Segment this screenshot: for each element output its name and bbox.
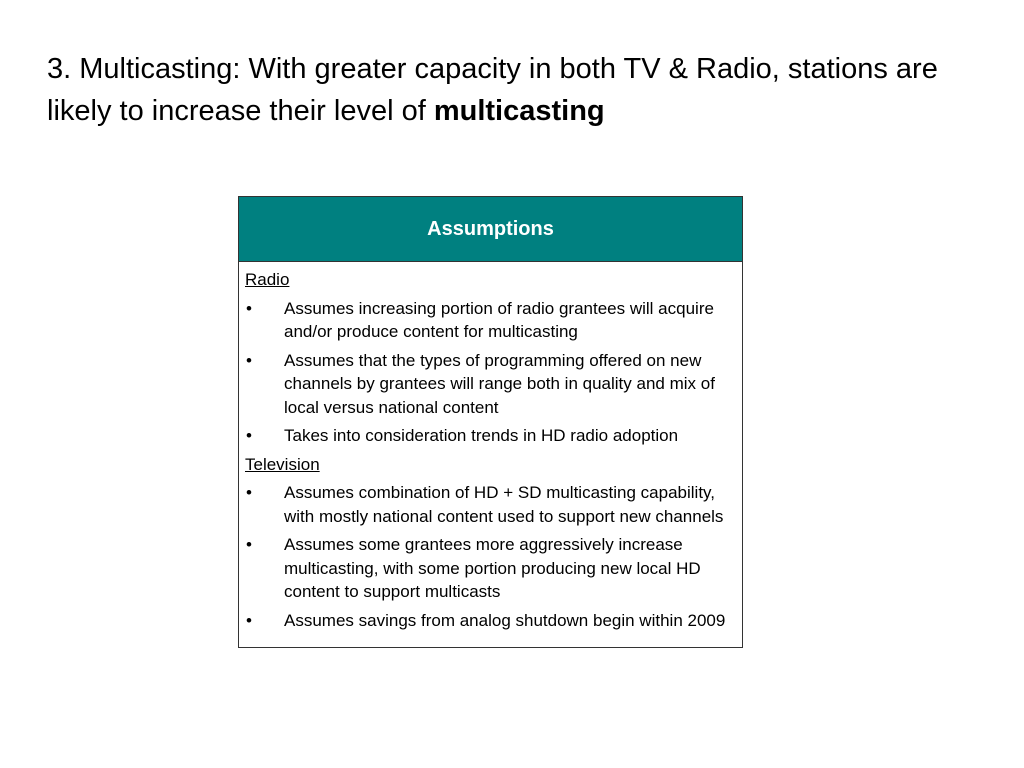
bullet-text: Assumes increasing portion of radio grantees will acquire and/or produce content for multicasting (284, 298, 714, 341)
list-item (245, 297, 734, 344)
slide-title (47, 48, 997, 132)
bullet-icon: • (246, 535, 252, 554)
bullet-list-television (245, 481, 734, 632)
bullet-text: Assumes combination of HD + SD multicasting capability, with mostly national content used to support new channels (284, 483, 724, 526)
bullet-icon: • (246, 483, 252, 502)
slide-title-emphasis: multicasting (433, 95, 605, 127)
bullet-icon: • (246, 610, 252, 630)
list-item (245, 481, 734, 528)
bullet-icon: • (246, 298, 252, 318)
bullet-text: Assumes that the types of programming offered on new channels by grantees will range both in quality and mix of local versus national content (284, 350, 715, 417)
table-header-label: Assumptions (427, 217, 554, 240)
bullet-icon: • (246, 426, 252, 445)
section-heading-radio: Radio (245, 270, 290, 289)
table-body (239, 262, 742, 647)
bullet-text: Assumes some grantees more aggressively increase multicasting, with some portion producing new local HD content to support multicasts (284, 535, 701, 601)
section-heading-television: Television (245, 454, 320, 474)
list-item (245, 424, 734, 448)
section-radio (245, 268, 734, 448)
bullet-icon: • (246, 350, 252, 370)
list-item (245, 533, 734, 604)
bullet-list-radio (245, 297, 734, 448)
bullet-text: Takes into consideration trends in HD radio adoption (284, 426, 679, 445)
table-header (239, 197, 742, 262)
bullet-text: Assumes savings from analog shutdown begin within 2009 (284, 610, 726, 630)
slide-title-text: 3. Multicasting: With greater capacity in both TV & Radio, stations are likely to increase their level of (47, 53, 938, 127)
section-television (245, 453, 734, 633)
assumptions-table (238, 196, 743, 648)
list-item (245, 349, 734, 420)
list-item (245, 609, 734, 633)
